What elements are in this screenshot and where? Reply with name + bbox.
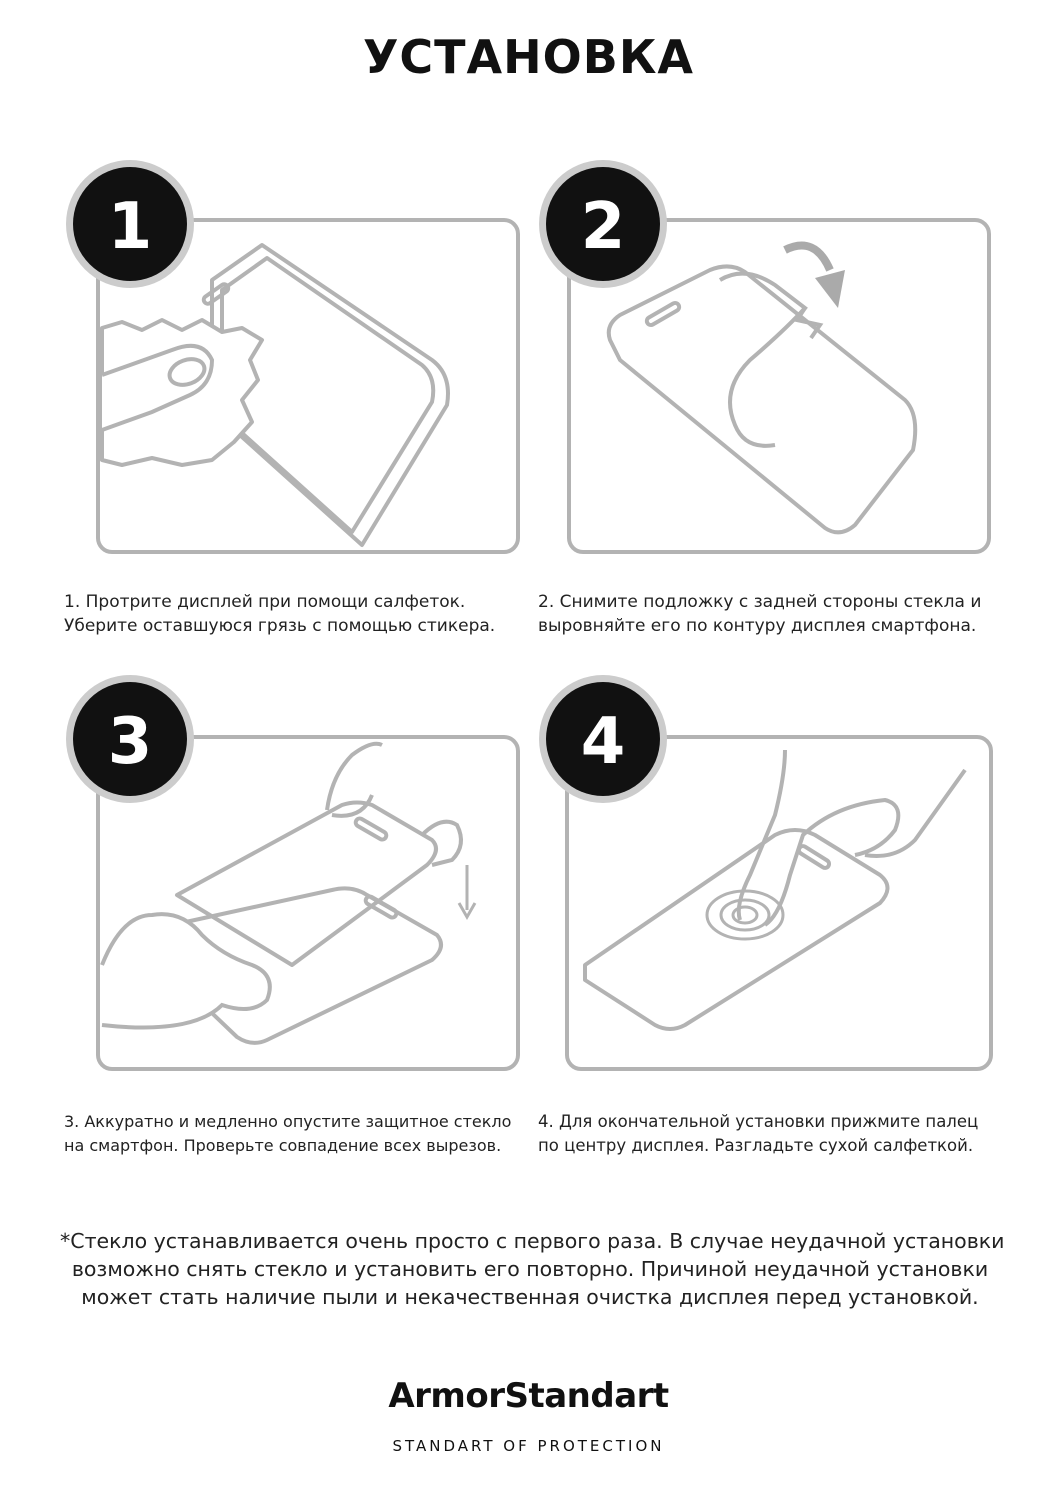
step-3-illustration xyxy=(62,675,524,1075)
step-2-caption-line-1: 2. Снимите подложку с задней стороны стекла и xyxy=(538,592,982,612)
step-1-illustration xyxy=(62,160,524,560)
brand-logo: ArmorStandart xyxy=(388,1376,669,1416)
step-2-illustration xyxy=(535,160,997,560)
step-1-number: 1 xyxy=(107,190,153,264)
step-1-caption-line-1: 1. Протрите дисплей при помощи салфеток. xyxy=(64,592,466,612)
note-line-2: возможно снять стекло и установить его повторно. Причиной неудачной установки xyxy=(71,1257,989,1281)
step-3-caption-line-2: на смартфон. Проверьте совпадение всех вырезов. xyxy=(64,1136,502,1155)
installation-note xyxy=(60,1227,1005,1311)
note-line-1: *Стекло устанавливается очень просто с первого раза. В случае неудачной установки xyxy=(60,1229,1005,1253)
brand-tagline: STANDART OF PROTECTION xyxy=(392,1437,665,1455)
note-line-3: может стать наличие пыли и некачественная очистка дисплея перед установкой. xyxy=(81,1285,979,1309)
step-3-number: 3 xyxy=(107,705,153,779)
page-title: УСТАНОВКА xyxy=(362,30,695,84)
step-4-caption-line-2: по центру дисплея. Разгладьте сухой салфеткой. xyxy=(538,1136,974,1155)
step-2-number: 2 xyxy=(580,190,626,264)
step-1-caption-line-2: Уберите оставшуюся грязь с помощью стикера. xyxy=(64,616,496,636)
step-2-caption xyxy=(538,590,981,638)
step-1-caption xyxy=(64,590,495,638)
step-4-caption xyxy=(538,1110,978,1158)
step-4-number: 4 xyxy=(580,705,626,779)
step-3-caption-line-1: 3. Аккуратно и медленно опустите защитное стекло xyxy=(64,1112,512,1131)
step-4-caption-line-1: 4. Для окончательной установки прижмите палец xyxy=(538,1112,979,1131)
step-4-illustration xyxy=(535,675,997,1075)
step-2-caption-line-2: выровняйте его по контуру дисплея смартфона. xyxy=(538,616,977,636)
step-3-caption xyxy=(64,1110,511,1158)
